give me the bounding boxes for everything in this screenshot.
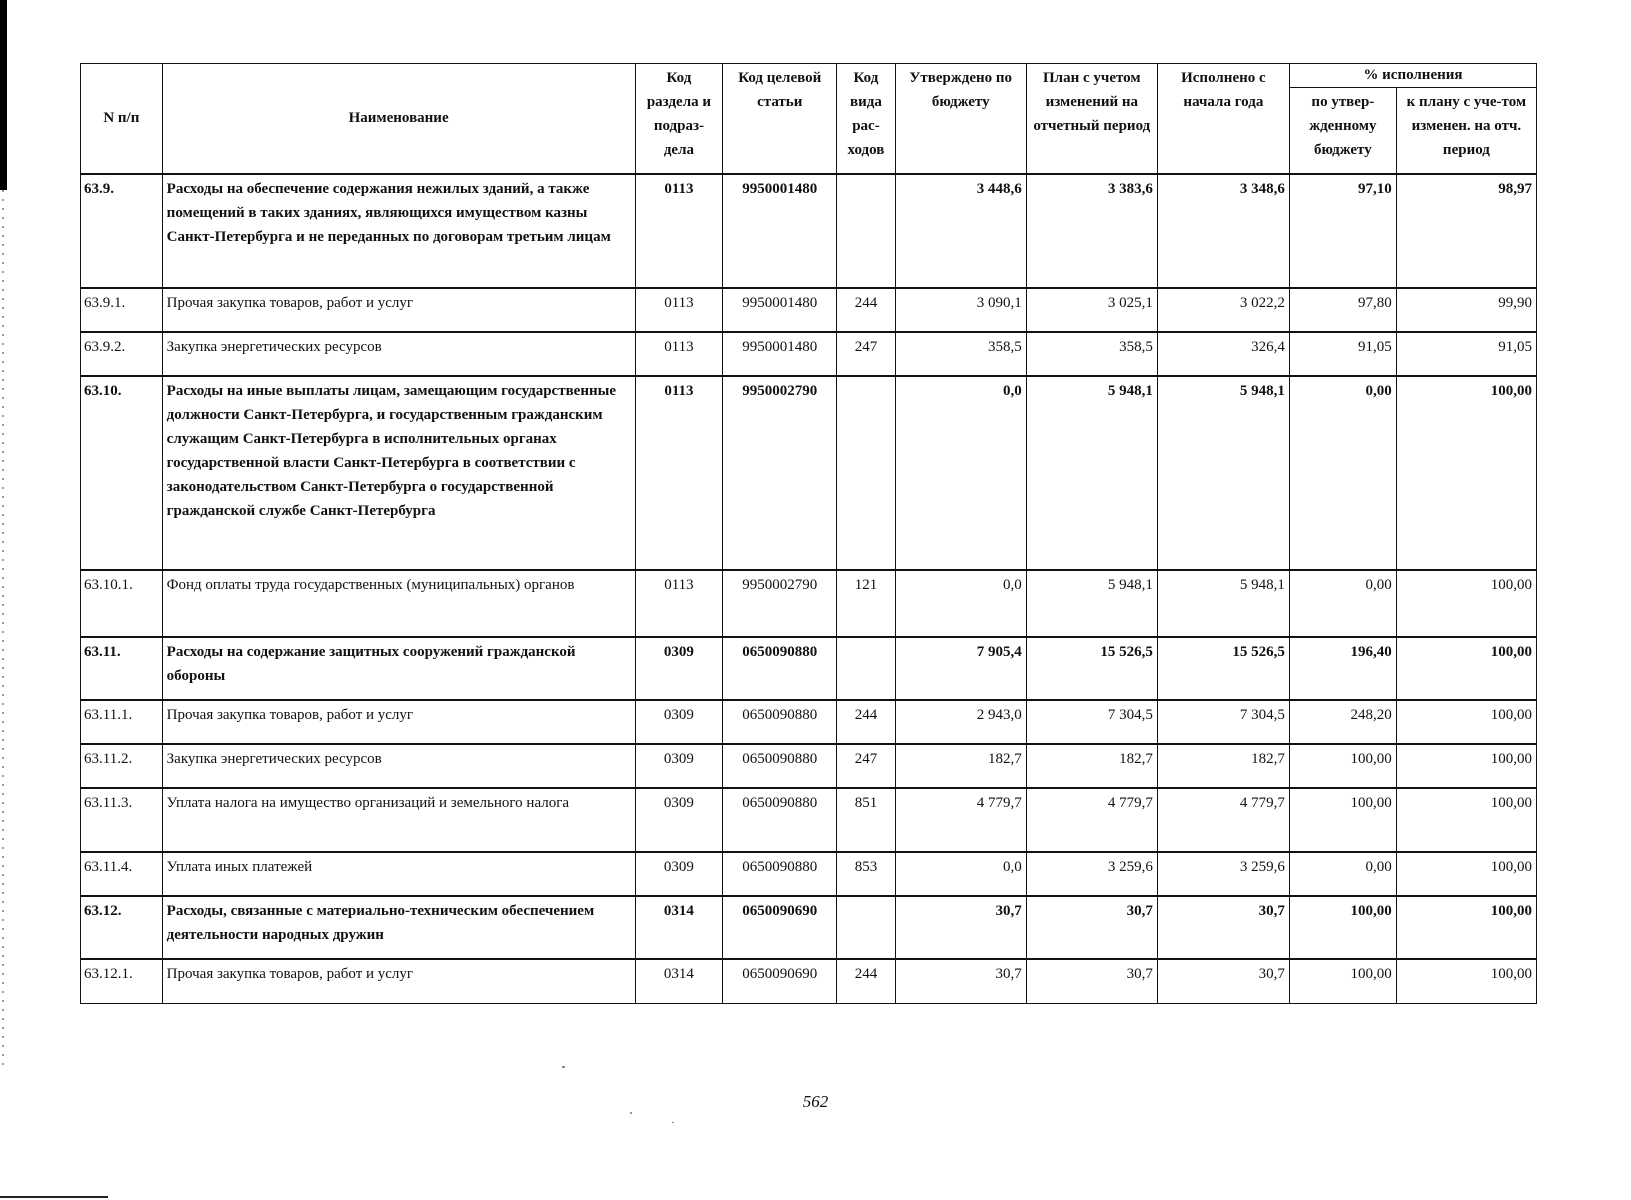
- cell-percent-plan: 100,00: [1396, 959, 1536, 1004]
- cell-celevaya: 0650090880: [723, 700, 837, 744]
- cell-celevaya: 9950002790: [723, 570, 837, 637]
- cell-celevaya: 0650090880: [723, 788, 837, 852]
- cell-name: Закупка энергетических ресурсов: [162, 332, 635, 376]
- cell-utverzhdeno: 2 943,0: [895, 700, 1026, 744]
- cell-plan: 30,7: [1026, 959, 1157, 1004]
- cell-razdel: 0113: [635, 376, 723, 570]
- cell-ispolneno: 30,7: [1157, 896, 1289, 959]
- cell-num: 63.11.2.: [81, 744, 163, 788]
- header-plan: План с учетом изменений на отчетный период: [1026, 64, 1157, 174]
- cell-percent-plan: 100,00: [1396, 788, 1536, 852]
- cell-utverzhdeno: 3 090,1: [895, 288, 1026, 332]
- table-row: [81, 700, 1537, 744]
- cell-num: 63.9.2.: [81, 332, 163, 376]
- cell-ispolneno: 3 348,6: [1157, 174, 1289, 288]
- cell-celevaya: 9950001480: [723, 174, 837, 288]
- cell-ispolneno: 5 948,1: [1157, 376, 1289, 570]
- cell-ispolneno: 15 526,5: [1157, 637, 1289, 700]
- cell-utverzhdeno: 7 905,4: [895, 637, 1026, 700]
- cell-name: Фонд оплаты труда государственных (муниципальных) органов: [162, 570, 635, 637]
- header-num: N п/п: [81, 64, 163, 174]
- cell-plan: 3 025,1: [1026, 288, 1157, 332]
- cell-num: 63.10.1.: [81, 570, 163, 637]
- cell-utverzhdeno: 182,7: [895, 744, 1026, 788]
- table-row: [81, 376, 1537, 570]
- cell-ispolneno: 5 948,1: [1157, 570, 1289, 637]
- table-row: [81, 174, 1537, 288]
- cell-vid: 121: [837, 570, 895, 637]
- scan-speck: [630, 1112, 632, 1114]
- table-row: [81, 744, 1537, 788]
- cell-utverzhdeno: 0,0: [895, 376, 1026, 570]
- cell-percent-budget: 248,20: [1289, 700, 1396, 744]
- cell-razdel: 0309: [635, 788, 723, 852]
- cell-razdel: 0309: [635, 852, 723, 896]
- cell-plan: 3 383,6: [1026, 174, 1157, 288]
- header-percent-group: % исполнения: [1289, 64, 1536, 88]
- cell-name: Прочая закупка товаров, работ и услуг: [162, 959, 635, 1004]
- header-vid: Код вида рас-ходов: [837, 64, 895, 174]
- cell-razdel: 0113: [635, 570, 723, 637]
- cell-num: 63.12.1.: [81, 959, 163, 1004]
- cell-percent-plan: 100,00: [1396, 744, 1536, 788]
- scan-foot-line: [0, 1196, 108, 1198]
- cell-plan: 182,7: [1026, 744, 1157, 788]
- cell-num: 63.10.: [81, 376, 163, 570]
- cell-vid: [837, 896, 895, 959]
- cell-celevaya: 9950001480: [723, 288, 837, 332]
- cell-celevaya: 9950002790: [723, 376, 837, 570]
- cell-razdel: 0113: [635, 332, 723, 376]
- cell-percent-plan: 98,97: [1396, 174, 1536, 288]
- cell-celevaya: 0650090880: [723, 744, 837, 788]
- cell-percent-plan: 100,00: [1396, 637, 1536, 700]
- cell-razdel: 0309: [635, 637, 723, 700]
- cell-name: Расходы на иные выплаты лицам, замещающим государственные должности Санкт-Петербурга, и государственным гражданским служащим Санкт-Петербурга в исполнительных органах государственной власти Санкт-Петербурга в соответствии с законодательством Санкт-Петербурга о государственной гражданской службе Санкт-Петербурга: [162, 376, 635, 570]
- header-utverzhdeno: Утверждено по бюджету: [895, 64, 1026, 174]
- cell-plan: 5 948,1: [1026, 570, 1157, 637]
- cell-percent-plan: 100,00: [1396, 852, 1536, 896]
- cell-percent-budget: 91,05: [1289, 332, 1396, 376]
- cell-utverzhdeno: 3 448,6: [895, 174, 1026, 288]
- budget-table: [80, 63, 1537, 1004]
- scan-speck: [562, 1066, 565, 1068]
- cell-name: Закупка энергетических ресурсов: [162, 744, 635, 788]
- cell-num: 63.11.1.: [81, 700, 163, 744]
- cell-vid: [837, 637, 895, 700]
- table-row: [81, 332, 1537, 376]
- cell-num: 63.9.: [81, 174, 163, 288]
- cell-percent-budget: 0,00: [1289, 570, 1396, 637]
- cell-percent-plan: 91,05: [1396, 332, 1536, 376]
- cell-ispolneno: 3 022,2: [1157, 288, 1289, 332]
- cell-percent-plan: 99,90: [1396, 288, 1536, 332]
- scan-edge-mark: [0, 0, 7, 190]
- header-percent-budget: по утвер-жденному бюджету: [1289, 88, 1396, 174]
- table-body: [81, 174, 1537, 1004]
- cell-plan: 4 779,7: [1026, 788, 1157, 852]
- cell-ispolneno: 30,7: [1157, 959, 1289, 1004]
- cell-plan: 30,7: [1026, 896, 1157, 959]
- table-row: [81, 288, 1537, 332]
- cell-plan: 15 526,5: [1026, 637, 1157, 700]
- cell-vid: 851: [837, 788, 895, 852]
- cell-percent-plan: 100,00: [1396, 896, 1536, 959]
- cell-ispolneno: 4 779,7: [1157, 788, 1289, 852]
- table-header: [81, 64, 1537, 174]
- cell-plan: 5 948,1: [1026, 376, 1157, 570]
- cell-name: Прочая закупка товаров, работ и услуг: [162, 700, 635, 744]
- cell-percent-budget: 100,00: [1289, 896, 1396, 959]
- cell-percent-budget: 100,00: [1289, 788, 1396, 852]
- cell-num: 63.11.3.: [81, 788, 163, 852]
- table-row: [81, 637, 1537, 700]
- cell-num: 63.11.4.: [81, 852, 163, 896]
- header-celevaya: Код целевой статьи: [723, 64, 837, 174]
- cell-celevaya: 0650090880: [723, 852, 837, 896]
- table-row: [81, 852, 1537, 896]
- cell-plan: 358,5: [1026, 332, 1157, 376]
- cell-num: 63.11.: [81, 637, 163, 700]
- cell-vid: 853: [837, 852, 895, 896]
- cell-utverzhdeno: 0,0: [895, 852, 1026, 896]
- cell-celevaya: 9950001480: [723, 332, 837, 376]
- cell-name: Расходы, связанные с материально-техническим обеспечением деятельности народных дружин: [162, 896, 635, 959]
- table-row: [81, 570, 1537, 637]
- cell-name: Уплата иных платежей: [162, 852, 635, 896]
- cell-vid: 244: [837, 700, 895, 744]
- table-row: [81, 959, 1537, 1004]
- cell-razdel: 0113: [635, 288, 723, 332]
- cell-utverzhdeno: 358,5: [895, 332, 1026, 376]
- cell-celevaya: 0650090690: [723, 959, 837, 1004]
- cell-vid: [837, 376, 895, 570]
- cell-plan: 7 304,5: [1026, 700, 1157, 744]
- cell-razdel: 0314: [635, 896, 723, 959]
- cell-ispolneno: 7 304,5: [1157, 700, 1289, 744]
- cell-vid: 247: [837, 744, 895, 788]
- cell-percent-budget: 97,10: [1289, 174, 1396, 288]
- cell-percent-budget: 196,40: [1289, 637, 1396, 700]
- table-row: [81, 788, 1537, 852]
- page-number: 562: [802, 1092, 829, 1111]
- cell-percent-budget: 97,80: [1289, 288, 1396, 332]
- header-razdel: Код раздела и подраз-дела: [635, 64, 723, 174]
- scan-speck: [672, 1122, 674, 1123]
- cell-percent-plan: 100,00: [1396, 700, 1536, 744]
- cell-ispolneno: 182,7: [1157, 744, 1289, 788]
- cell-percent-plan: 100,00: [1396, 376, 1536, 570]
- cell-razdel: 0314: [635, 959, 723, 1004]
- cell-name: Уплата налога на имущество организаций и земельного налога: [162, 788, 635, 852]
- cell-num: 63.12.: [81, 896, 163, 959]
- cell-percent-plan: 100,00: [1396, 570, 1536, 637]
- header-percent-plan: к плану с уче-том изменен. на отч. период: [1396, 88, 1536, 174]
- cell-utverzhdeno: 30,7: [895, 896, 1026, 959]
- cell-name: Расходы на содержание защитных сооружений гражданской обороны: [162, 637, 635, 700]
- cell-plan: 3 259,6: [1026, 852, 1157, 896]
- cell-ispolneno: 326,4: [1157, 332, 1289, 376]
- header-name: Наименование: [162, 64, 635, 174]
- cell-utverzhdeno: 0,0: [895, 570, 1026, 637]
- cell-razdel: 0309: [635, 700, 723, 744]
- cell-percent-budget: 100,00: [1289, 959, 1396, 1004]
- cell-vid: 247: [837, 332, 895, 376]
- cell-vid: 244: [837, 959, 895, 1004]
- cell-ispolneno: 3 259,6: [1157, 852, 1289, 896]
- cell-utverzhdeno: 30,7: [895, 959, 1026, 1004]
- cell-celevaya: 0650090880: [723, 637, 837, 700]
- cell-celevaya: 0650090690: [723, 896, 837, 959]
- cell-percent-budget: 0,00: [1289, 852, 1396, 896]
- cell-utverzhdeno: 4 779,7: [895, 788, 1026, 852]
- cell-num: 63.9.1.: [81, 288, 163, 332]
- cell-name: Прочая закупка товаров, работ и услуг: [162, 288, 635, 332]
- scan-edge-dots: [2, 190, 4, 1070]
- cell-vid: [837, 174, 895, 288]
- cell-razdel: 0113: [635, 174, 723, 288]
- cell-percent-budget: 100,00: [1289, 744, 1396, 788]
- cell-percent-budget: 0,00: [1289, 376, 1396, 570]
- cell-name: Расходы на обеспечение содержания нежилых зданий, а также помещений в таких зданиях, являющихся имуществом казны Санкт-Петербурга и не переданных по договорам третьим лицам: [162, 174, 635, 288]
- table-row: [81, 896, 1537, 959]
- header-ispolneno: Исполнено с начала года: [1157, 64, 1289, 174]
- cell-razdel: 0309: [635, 744, 723, 788]
- cell-vid: 244: [837, 288, 895, 332]
